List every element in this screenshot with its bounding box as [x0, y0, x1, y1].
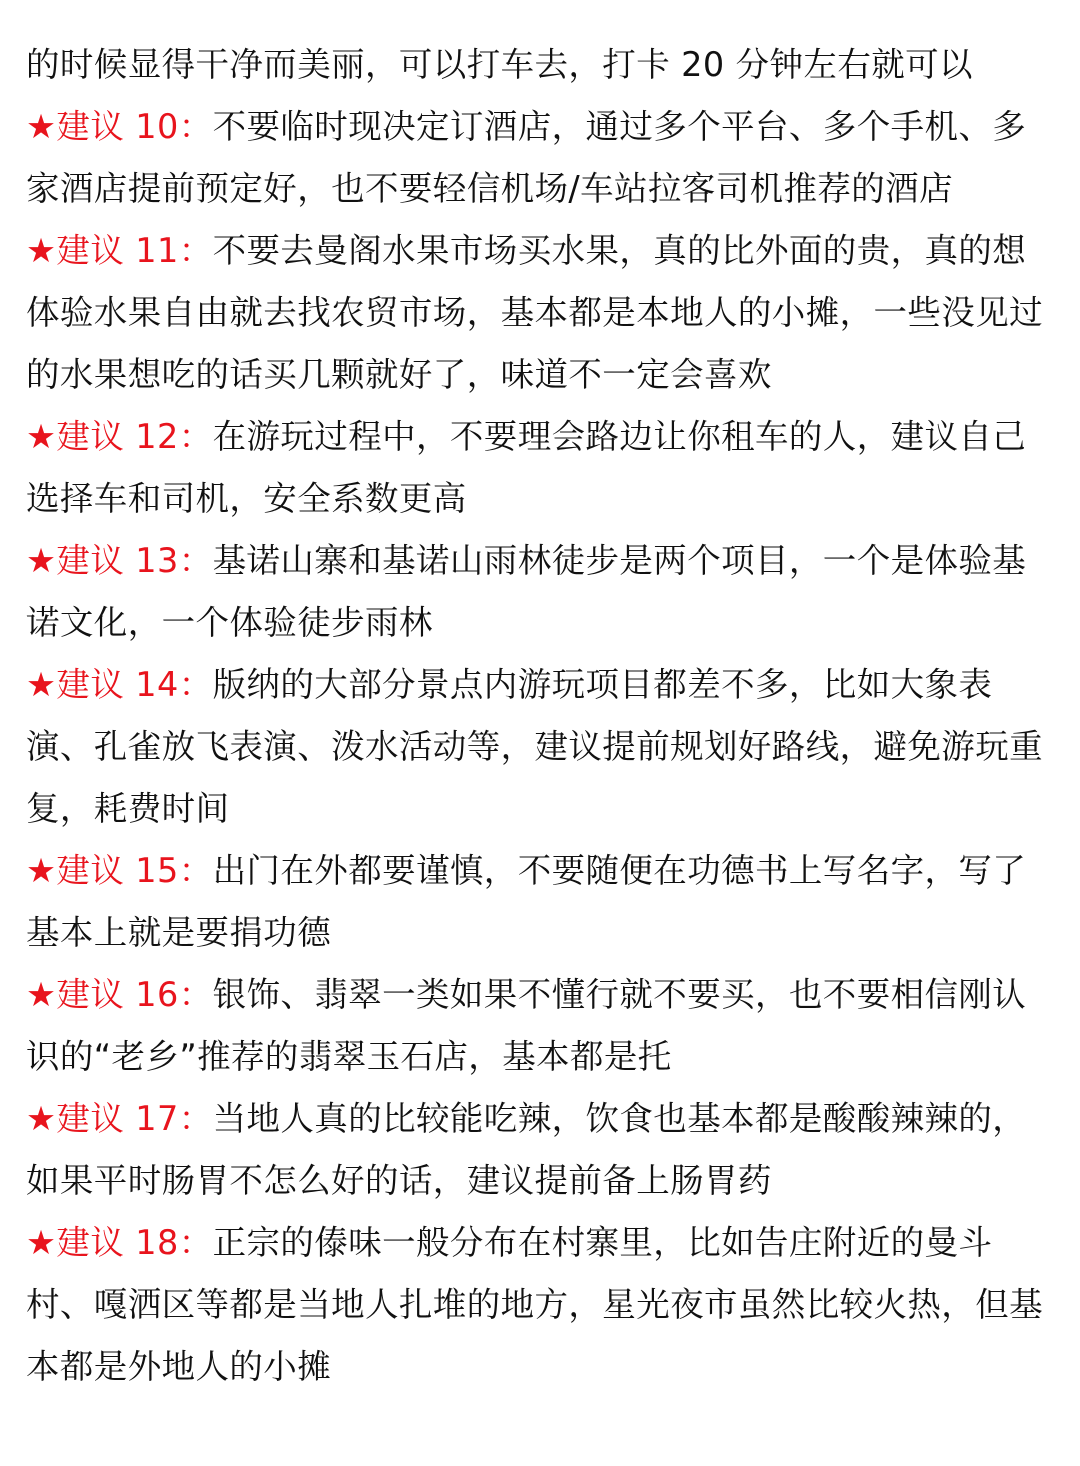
intro-paragraph: 的时候显得干净而美丽，可以打车去，打卡 20 分钟左右就可以 — [26, 45, 973, 84]
tip-10 — [26, 96, 1056, 220]
tip-15 — [26, 840, 1056, 964]
tip-label: ★建议 15： — [26, 851, 213, 890]
tip-text: 当地人真的比较能吃辣，饮食也基本都是酸酸辣辣的，如果平时肠胃不怎么好的话，建议提前备上肠胃药 — [26, 1099, 1027, 1200]
tip-text: 基诺山寨和基诺山雨林徒步是两个项目，一个是体验基诺文化，一个体验徒步雨林 — [26, 541, 1027, 642]
tips-document — [26, 34, 1056, 1398]
tip-label: ★建议 17： — [26, 1099, 213, 1138]
tip-label: ★建议 10： — [26, 107, 213, 146]
tip-text: 版纳的大部分景点内游玩项目都差不多，比如大象表演、孔雀放飞表演、泼水活动等，建议提前规划好路线，避免游玩重复，耗费时间 — [26, 665, 1043, 828]
tip-label: ★建议 12： — [26, 417, 213, 456]
tip-12 — [26, 406, 1056, 530]
tip-label: ★建议 13： — [26, 541, 213, 580]
tip-label: ★建议 18： — [26, 1223, 213, 1262]
tip-text: 银饰、翡翠一类如果不懂行就不要买，也不要相信刚认识的“老乡”推荐的翡翠玉石店，基本都是托 — [26, 975, 1027, 1076]
tip-label: ★建议 16： — [26, 975, 213, 1014]
tip-17 — [26, 1088, 1056, 1212]
tip-text: 在游玩过程中，不要理会路边让你租车的人，建议自己选择车和司机，安全系数更高 — [26, 417, 1027, 518]
tip-label: ★建议 11： — [26, 231, 213, 270]
tip-text: 出门在外都要谨慎，不要随便在功德书上写名字，写了基本上就是要捐功德 — [26, 851, 1027, 952]
tip-text: 不要去曼阁水果市场买水果，真的比外面的贵，真的想体验水果自由就去找农贸市场，基本都是本地人的小摊，一些没见过的水果想吃的话买几颗就好了，味道不一定会喜欢 — [26, 231, 1043, 394]
tip-16 — [26, 964, 1056, 1088]
tip-14 — [26, 654, 1056, 840]
tip-label: ★建议 14： — [26, 665, 213, 704]
tip-18 — [26, 1212, 1056, 1398]
tip-text: 正宗的傣味一般分布在村寨里，比如告庄附近的曼斗村、嘎洒区等都是当地人扎堆的地方，星光夜市虽然比较火热，但基本都是外地人的小摊 — [26, 1223, 1043, 1386]
tip-13 — [26, 530, 1056, 654]
tip-11 — [26, 220, 1056, 406]
tip-text: 不要临时现决定订酒店，通过多个平台、多个手机、多家酒店提前预定好，也不要轻信机场/车站拉客司机推荐的酒店 — [26, 107, 1027, 208]
